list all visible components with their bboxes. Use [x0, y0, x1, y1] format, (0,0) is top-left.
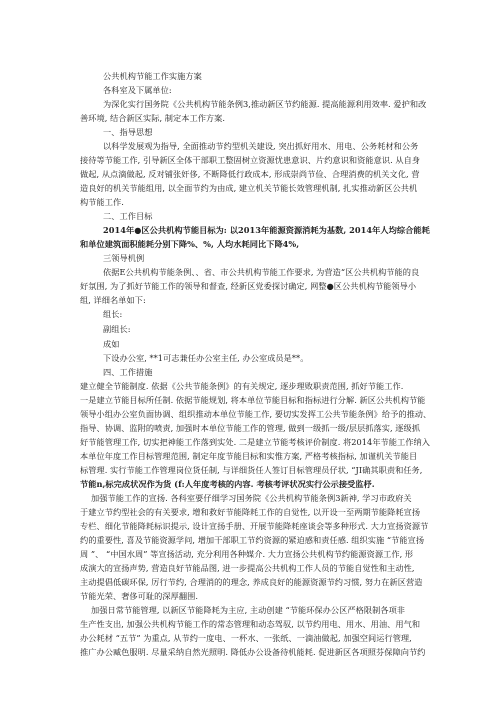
text-line: 依据E公共机构节能条例、、省、市公共机构节能工作要求, 为营造“区公共机构节能的良	[103, 267, 420, 277]
text-line: 构节能工作.	[80, 197, 124, 207]
text-line: 一是建立节能目标所任制. 依据节能规划, 将本单位节能目标和指标进行分解. 新区公共机构节能	[80, 395, 426, 405]
text-line: 好节能管理工作, 切实把神能工作落到实处. 二是建立节能考核评价制度. 将2014年节能工作纳入	[80, 437, 430, 447]
text-line: 一、指导思想	[103, 127, 153, 137]
text-line: 公共机构节能工作实施方案	[103, 71, 202, 81]
text-line: 建立健全节能制度. 依据《公共节能条例》的有关规定, 逐步理败职责范围, 抓好节能工作.	[80, 381, 404, 391]
text-line: 节能n,标完成状况作为货 (f:人年度考核的内容. 考核考评状况实行公示接受监杼.	[80, 479, 375, 489]
text-line: 好氛围, 为了抓好节能工作的领导和督查, 经新区党委探讨确定, 网整●区公共机构节能领导小	[80, 281, 417, 291]
text-line: 成如	[103, 339, 120, 349]
text-line: 加强日常节能管理, 以新区节能降耗为主应, 主动创建 “节能环保办公区严格限制各项非	[91, 605, 406, 615]
text-line: 为深化实行国务院《公共机构节能条例3,推动新区节约能源. 提高能源利用效率. 爱护和改	[103, 99, 427, 109]
text-line: 各科室及下属单位:	[103, 85, 172, 95]
text-line: 周 ”、 “中国水周” 等宣扬活动, 充分利用各种媒介. 大力宣扬公共机构节约能源资源工作, 形	[80, 549, 414, 559]
text-line: 约的重要性, 喜及节能资源学问, 增加干部职工节约资源的紧迫感和责任感. 组织实施 “节能宣扬	[80, 535, 425, 545]
text-line: 专栏、细化节能降耗标识提示, 设计宣扬手册、开展节能降耗座谈会等多种形式. 大力宣扬资源节	[80, 521, 429, 531]
text-line: 于建立节约型社会的有关要求, 增和救好节能降耗工作的自觉性, 以开设一至两期节能降耗宣扬	[80, 507, 421, 517]
text-line: 主动提倡低碳环保, 厉行节约, 合理消的的理念, 养成良好的能源资源节约习惯, 努力在新区营造	[80, 577, 423, 587]
text-line: 加强节能工作的宣扬. 各科室要仔细学习国务院《公共机构节能条例3新神, 学习市政府关	[91, 493, 412, 503]
text-line: 下设办公室, **1可志兼任办公室主任, 办公室成员是**。	[103, 353, 309, 363]
text-line: 二、工作目标	[103, 211, 153, 221]
text-line: 做起, 从点滴做起, 反对铺张奸侈, 不断降低行政成本, 形成崇尚节俭、合理消费的机关文化, 营	[80, 169, 420, 179]
text-line: 三领导机例	[103, 253, 145, 263]
text-line: 善环境, 结合新区实际, 制定本工作方案.	[80, 113, 226, 123]
text-line: 本单位年度工作目标管理范围, 制定年度节能目标和实惟方案, 严格考核指标, 加谨机关节能目	[80, 451, 418, 461]
text-line: 造良好的机关节能组用, 以全面节约为由成, 建立机关节能长效管理机制, 扎实推动新区公共机	[80, 183, 418, 193]
text-line: 组长:	[103, 309, 123, 319]
text-line: 指导、协调、监附的喷责, 加强时本单位节能工作的管理, 做到一级抓一级/层层抓落实, 逐级抓	[80, 423, 420, 433]
text-line: 副组长:	[103, 324, 131, 334]
text-line: 标管理. 实行节能工作管理岗位货任制, 与详细货任人签订目标管理员仔状, “JI确其职责和任务,	[80, 465, 423, 475]
text-line: 成演大的宣扬声势, 营造良好节能品图, 进一步提高公共机构工作人员的节能自觉性和主动性,	[80, 563, 415, 573]
text-line: 和单位建筑面积能耗分别下降%、%, 人均水耗同比下降4%,	[80, 239, 300, 249]
text-line: 生产性支出, 加强公共机构节能工作的常态管理和动态驾驭, 以节约用电、用水、用油、用气和	[80, 619, 421, 629]
text-line: 组, 详细名单如下:	[80, 295, 146, 305]
text-line: 接待等节能工作, 引导新区全体干部职工整固树立资源忧患意识、片约意识和资能意识. 从自身	[80, 155, 421, 165]
text-line: 领导小组办公室负面协调、组织推动本单位节能工作, 要切实发挥工公共节能条例》给予的推动、	[80, 409, 432, 419]
text-line: 推广办公臧色服明. 尽量采纳自然光照明. 降低办公设备待机能耗. 促进新区各项照芬保障向节约	[80, 647, 426, 657]
text-line: 以科学发展观为指导, 全面推动节约型机关建设, 突出抓好用水、用电、公务耗材和公务	[103, 141, 419, 151]
text-line: 四、工作措施	[103, 367, 153, 377]
text-line: 2014年●区公共机构节能目标为: 以2013年能源资源消耗为基数, 2014年人均综合能耗	[103, 225, 430, 235]
text-line: 节能光荣、奢侈可耻的深厚翻围.	[80, 591, 198, 601]
text-line: 办公耗材 “五节” 为重点, 从节约一度电、一杯水、一张纸、一滴油做起, 加强空间运行管理,	[80, 633, 412, 643]
